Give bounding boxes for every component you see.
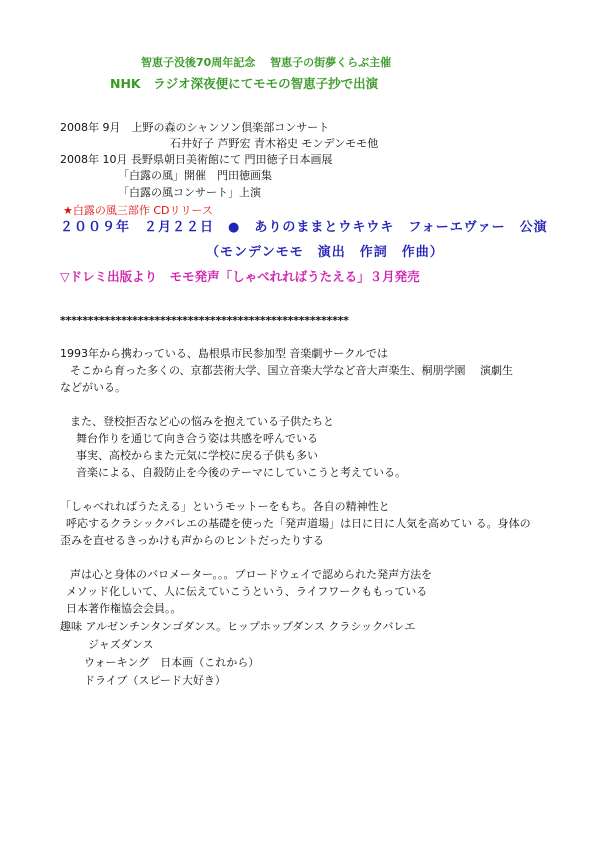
bio-p2-line-3: 事実、高校からまた元気に学校に戻る子供も多い	[76, 449, 318, 462]
header-line-2: NHK ラジオ深夜便にてモモの智恵子抄で出演	[110, 76, 379, 91]
bio-p3-line-2: 呼応するクラシックバレエの基礎を使った「発声道場」は日に日に人気を高めてい る。身体の	[66, 517, 531, 530]
separator: ****************************************************	[60, 314, 349, 327]
schedule-entry-1: 2008年 9月 上野の森のシャンソン倶楽部コンサート	[60, 121, 330, 134]
schedule-entry-2: 2008年 10月 長野県朝日美術館にて 門田徳子日本画展	[60, 153, 333, 166]
bio-p2-line-1: また、登校拒否など心の悩みを抱えている子供たちと	[70, 415, 334, 428]
hobby-line-1: 趣味 アルゼンチンタンゴダンス。ヒップホップダンス クラシックバレエ	[60, 620, 416, 633]
bio-p4-line-3: 日本著作権協会会員。。	[66, 602, 182, 615]
hobby-line-3: ウォーキング 日本画（これから）	[84, 656, 260, 669]
schedule-entry-2-detail-2: 「白露の風コンサート」上演	[118, 186, 261, 199]
bio-p2-line-4: 音楽による、自殺防止を今後のテーマにしていこうと考えている。	[76, 466, 406, 479]
book-announcement: ▽ドレミ出版より モモ発声「しゃべれればうたえる」３月発売	[60, 269, 420, 284]
bio-p4-line-1: 声は心と身体のバロメーター。。。ブロードウェイで認められた発声方法を	[70, 568, 433, 581]
schedule-entry-1-performers: 石井好子 芦野宏 青木裕史 モンデンモモ他	[170, 137, 379, 150]
header-line-1: 智恵子没後70周年記念 智恵子の街夢くらぶ主催	[141, 56, 392, 69]
bio-p2-line-2: 舞台作りを通じて向き合う姿は共感を呼んでいる	[76, 432, 318, 445]
bio-p4-line-2: メソッド化しいて、人に伝えていこうという、ライフワークももっている	[66, 585, 428, 598]
cd-release-note: ★白露の風三部作 CDリリース	[63, 204, 213, 217]
event-credits: （モンデンモモ 演出 作詞 作曲）	[206, 245, 444, 260]
hobby-line-2: ジャズダンス	[88, 638, 154, 651]
bio-p3-line-1: 「しゃべれればうたえる」というモットーをもち。各自の精神性と	[60, 500, 390, 513]
schedule-entry-2-detail-1: 「白露の風」開催 門田徳画集	[118, 169, 272, 182]
bio-p1-line-1: 1993年から携わっている、島根県市民参加型 音楽劇サークルでは	[60, 347, 389, 360]
bio-p1-line-2: そこから育った多くの、京都芸術大学、国立音楽大学など音大声楽生、桐朋学園 演劇生	[70, 364, 514, 377]
bio-p3-line-3: 歪みを直せるきっかけも声からのヒントだったりする	[60, 534, 324, 547]
hobby-line-4: ドライブ（スピード大好き）	[84, 674, 226, 687]
bio-p1-line-3: などがいる。	[60, 381, 126, 394]
event-announcement: ２００９年 ２月２２日 ● ありのままとウキウキ フォーエヴァー 公演	[60, 220, 548, 235]
